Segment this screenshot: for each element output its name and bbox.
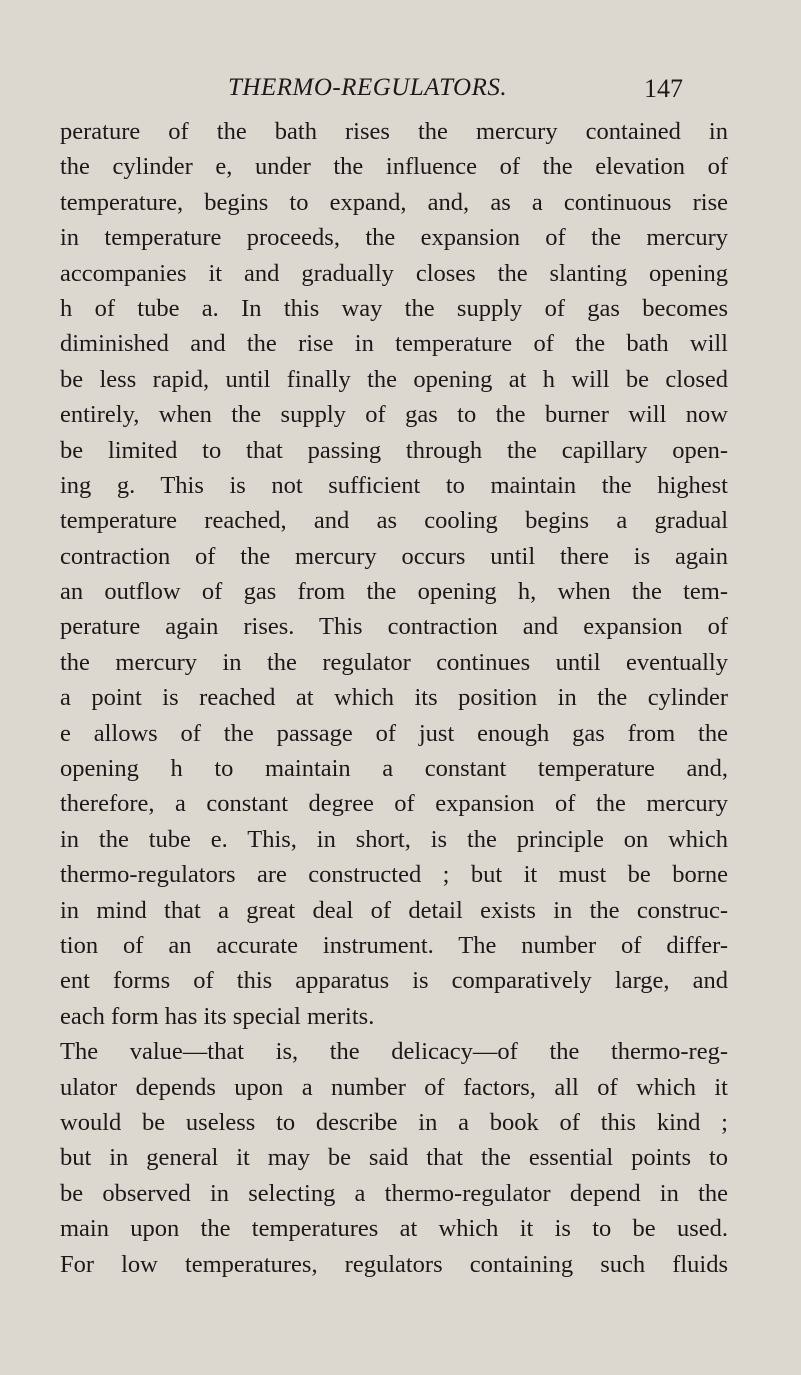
text-line: opening h to maintain a constant temperature and,	[60, 755, 728, 783]
text-line: be limited to that passing through the capillary open-	[60, 436, 728, 464]
text-line: in mind that a great deal of detail exists in the construc-	[60, 896, 728, 924]
text-line: main upon the temperatures at which it is to be used.	[60, 1215, 728, 1243]
text-line: each form has its special merits.	[60, 1002, 375, 1030]
text-line: in temperature proceeds, the expansion of the mercury	[60, 224, 728, 252]
text-line: e allows of the passage of just enough gas from the	[60, 719, 728, 747]
text-line: temperature, begins to expand, and, as a continuous rise	[60, 188, 728, 216]
text-line: would be useless to describe in a book of this kind ;	[60, 1108, 728, 1136]
text-line: For low temperatures, regulators containing such fluids	[60, 1250, 728, 1278]
text-line: ing g. This is not sufficient to maintain the highest	[60, 471, 728, 499]
text-line: be less rapid, until finally the opening at h will be closed	[60, 365, 728, 393]
text-line: h of tube a. In this way the supply of gas becomes	[60, 294, 728, 322]
text-line: ulator depends upon a number of factors, all of which it	[60, 1073, 728, 1101]
running-title: THERMO-REGULATORS.	[228, 74, 508, 101]
text-line: an outflow of gas from the opening h, when the tem-	[60, 578, 728, 606]
running-head	[0, 74, 801, 110]
text-line: a point is reached at which its position in the cylinder	[60, 684, 728, 712]
text-line: perature again rises. This contraction and expansion of	[60, 613, 728, 641]
text-line: be observed in selecting a thermo-regulator depend in the	[60, 1179, 728, 1207]
text-line: entirely, when the supply of gas to the burner will now	[60, 401, 728, 429]
text-line: contraction of the mercury occurs until there is again	[60, 542, 728, 570]
text-line: the cylinder e, under the influence of the elevation of	[60, 153, 728, 181]
text-line: in the tube e. This, in short, is the principle on which	[60, 825, 728, 853]
body-text	[60, 114, 728, 1282]
text-line: accompanies it and gradually closes the slanting opening	[60, 259, 728, 287]
text-line: but in general it may be said that the essential points to	[60, 1144, 728, 1172]
page-number: 147	[644, 74, 683, 103]
text-line: thermo-regulators are constructed ; but it must be borne	[60, 861, 728, 889]
text-line: therefore, a constant degree of expansion of the mercury	[60, 790, 728, 818]
text-line: diminished and the rise in temperature of the bath will	[60, 330, 728, 358]
text-line: the mercury in the regulator continues until eventually	[60, 648, 728, 676]
text-line: perature of the bath rises the mercury contained in	[60, 118, 728, 145]
text-line: tion of an accurate instrument. The number of differ-	[60, 931, 728, 959]
text-line: temperature reached, and as cooling begins a gradual	[60, 507, 728, 535]
text-line: The value—that is, the delicacy—of the thermo-reg-	[60, 1038, 728, 1066]
text-line: ent forms of this apparatus is comparatively large, and	[60, 967, 728, 995]
